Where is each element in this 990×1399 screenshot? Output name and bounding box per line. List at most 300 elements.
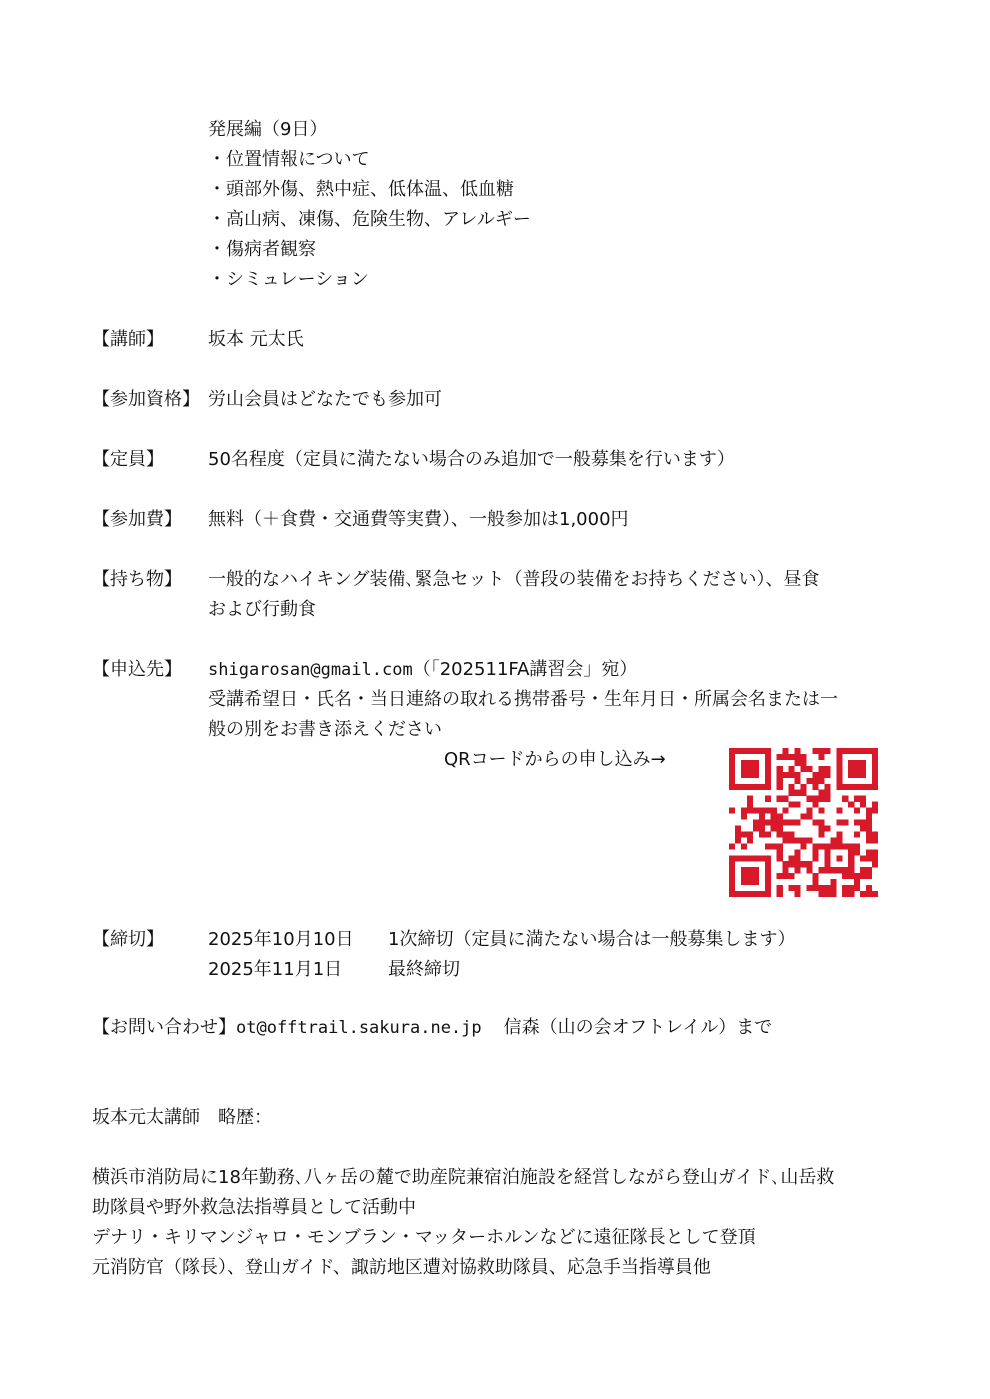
qr-module	[848, 849, 854, 855]
qr-module	[747, 873, 753, 879]
qr-module	[812, 849, 818, 855]
eligibility-value: 労山会員はどなたでも参加可	[208, 389, 442, 410]
qr-module	[783, 837, 789, 843]
qr-module	[801, 861, 807, 867]
qr-module	[729, 772, 735, 778]
qr-module	[729, 855, 735, 861]
qr-module	[854, 849, 860, 855]
qr-module	[824, 891, 830, 897]
qr-module	[783, 772, 789, 778]
qr-module	[854, 772, 860, 778]
qr-module	[836, 843, 842, 849]
qr-module	[795, 760, 801, 766]
qr-module	[765, 796, 771, 802]
qr-module	[789, 790, 795, 796]
qr-module	[812, 820, 818, 826]
qr-module	[872, 748, 878, 754]
qr-module	[860, 802, 866, 808]
qr-module	[747, 784, 753, 790]
outline-item: ・シミュレーション	[208, 269, 369, 290]
qr-module	[872, 760, 878, 766]
belongings-line1: 一般的なハイキング装備､緊急セット（普段の装備をお持ちください）、昼食	[208, 569, 820, 590]
lecturer-label: 【講師】	[92, 329, 164, 350]
qr-module	[806, 796, 812, 802]
qr-module	[795, 820, 801, 826]
qr-module	[801, 837, 807, 843]
qr-module	[806, 766, 812, 772]
qr-module	[795, 855, 801, 861]
qr-module	[866, 855, 872, 861]
qr-module	[801, 760, 807, 766]
qr-module	[747, 766, 753, 772]
qr-module	[753, 873, 759, 879]
qr-module	[777, 843, 783, 849]
qr-module	[824, 790, 830, 796]
qr-module	[741, 873, 747, 879]
qr-module	[729, 808, 735, 814]
qr-module	[759, 808, 765, 814]
qr-module	[830, 891, 836, 897]
qr-module	[866, 825, 872, 831]
qr-module	[818, 867, 824, 873]
qr-module	[789, 885, 795, 891]
qr-module	[866, 784, 872, 790]
qr-module	[842, 873, 848, 879]
qr-module	[789, 837, 795, 843]
deadline-first-desc: 1次締切（定員に満たない場合は一般募集します）	[388, 929, 796, 950]
qr-module	[729, 873, 735, 879]
qr-module	[801, 766, 807, 772]
qr-module	[759, 820, 765, 826]
qr-module	[842, 748, 848, 754]
qr-module	[747, 802, 753, 808]
qr-module	[806, 837, 812, 843]
qr-module	[806, 885, 812, 891]
qr-module	[759, 814, 765, 820]
qr-module	[735, 825, 741, 831]
qr-module	[866, 837, 872, 843]
qr-module	[806, 808, 812, 814]
qr-module	[777, 784, 783, 790]
qr-module	[729, 778, 735, 784]
qr-module	[741, 784, 747, 790]
qr-module	[759, 831, 765, 837]
qr-module	[836, 867, 842, 873]
qr-module	[818, 796, 824, 802]
qr-module	[854, 879, 860, 885]
qr-module	[848, 772, 854, 778]
qr-module	[741, 760, 747, 766]
qr-module	[729, 885, 735, 891]
qr-module	[777, 772, 783, 778]
qr-module	[753, 808, 759, 814]
qr-module	[836, 778, 842, 784]
qr-module	[783, 796, 789, 802]
qr-module	[812, 843, 818, 849]
qr-module	[824, 825, 830, 831]
qr-module	[860, 855, 866, 861]
qr-module	[747, 891, 753, 897]
qr-module	[747, 760, 753, 766]
qr-module	[753, 760, 759, 766]
qr-module	[741, 808, 747, 814]
qr-module	[848, 843, 854, 849]
qr-module	[818, 831, 824, 837]
qr-module	[747, 879, 753, 885]
qr-module	[836, 831, 842, 837]
qr-module	[824, 855, 830, 861]
qr-module	[860, 760, 866, 766]
qr-module	[729, 754, 735, 760]
eligibility-label: 【参加資格】	[92, 389, 200, 410]
qr-module	[872, 754, 878, 760]
qr-module	[795, 748, 801, 754]
qr-module	[824, 849, 830, 855]
qr-module	[866, 885, 872, 891]
qr-module	[747, 796, 753, 802]
qr-module	[854, 766, 860, 772]
bio-line: 横浜市消防局に18年勤務､八ヶ岳の麓で助産院兼宿泊施設を経営しながら登山ガイド､山岳救	[92, 1167, 835, 1188]
qr-module	[801, 814, 807, 820]
qr-module	[795, 861, 801, 867]
qr-module	[872, 861, 878, 867]
qr-module	[806, 861, 812, 867]
qr-module	[854, 885, 860, 891]
qr-module	[747, 831, 753, 837]
qr-module	[806, 867, 812, 873]
qr-module	[753, 825, 759, 831]
qr-module	[860, 867, 866, 873]
qr-module	[783, 873, 789, 879]
qr-module	[860, 748, 866, 754]
qr-module	[824, 748, 830, 754]
qr-module	[860, 784, 866, 790]
qr-module	[765, 873, 771, 879]
qr-module	[824, 796, 830, 802]
qr-module	[824, 784, 830, 790]
qr-module	[795, 802, 801, 808]
qr-module	[836, 766, 842, 772]
qr-module	[848, 766, 854, 772]
belongings-line2: および行動食	[208, 599, 316, 620]
qr-module	[860, 820, 866, 826]
fee-value: 無料（＋食費・交通費等実費）、一般参加は1,000円	[208, 509, 629, 530]
qr-module	[777, 778, 783, 784]
qr-module	[836, 748, 842, 754]
qr-module	[765, 754, 771, 760]
qr-module	[735, 748, 741, 754]
capacity-value: 50名程度（定員に満たない場合のみ追加で一般募集を行います）	[208, 449, 735, 470]
qr-module	[812, 873, 818, 879]
bio-line: デナリ・キリマンジャロ・モンブラン・マッターホルンなどに遠征隊長として登頂	[92, 1227, 756, 1248]
apply-email-note: （「202511FA講習会」宛）	[412, 659, 638, 680]
qr-label: QRコードからの申し込み→	[444, 749, 666, 770]
qr-module	[812, 778, 818, 784]
qr-module	[729, 748, 735, 754]
qr-module	[860, 825, 866, 831]
qr-module	[860, 873, 866, 879]
qr-module	[795, 867, 801, 873]
qr-module	[765, 820, 771, 826]
qr-module	[872, 772, 878, 778]
qr-module	[872, 837, 878, 843]
qr-module	[812, 748, 818, 754]
qr-module	[765, 778, 771, 784]
qr-module	[777, 796, 783, 802]
qr-module	[848, 760, 854, 766]
qr-module	[860, 766, 866, 772]
qr-module	[854, 873, 860, 879]
qr-module	[765, 855, 771, 861]
qr-module	[783, 748, 789, 754]
qr-module	[872, 831, 878, 837]
qr-module	[812, 796, 818, 802]
qr-module	[759, 891, 765, 897]
qr-module	[818, 748, 824, 754]
qr-module	[741, 766, 747, 772]
qr-module	[872, 778, 878, 784]
qr-module	[812, 855, 818, 861]
qr-module	[753, 766, 759, 772]
qr-module	[759, 855, 765, 861]
qr-module	[765, 772, 771, 778]
qr-module	[824, 867, 830, 873]
qr-module	[771, 814, 777, 820]
qr-module	[789, 820, 795, 826]
qr-module	[777, 820, 783, 826]
qr-module	[753, 772, 759, 778]
qr-module	[783, 820, 789, 826]
bio-line: 助隊員や野外救急法指導員として活動中	[92, 1197, 416, 1218]
qr-module	[765, 879, 771, 885]
qr-module	[801, 790, 807, 796]
qr-module	[848, 891, 854, 897]
belongings-label: 【持ち物】	[92, 569, 182, 590]
qr-module	[777, 754, 783, 760]
lecturer-value: 坂本 元太氏	[208, 329, 304, 350]
qr-module	[818, 790, 824, 796]
qr-module	[854, 748, 860, 754]
outline-item: ・傷病者観察	[208, 239, 316, 260]
qr-module	[806, 814, 812, 820]
qr-module	[789, 855, 795, 861]
qr-module	[818, 772, 824, 778]
qr-module	[735, 784, 741, 790]
qr-module	[795, 837, 801, 843]
qr-module	[842, 796, 848, 802]
qr-module	[872, 808, 878, 814]
qr-module	[872, 891, 878, 897]
qr-module	[771, 825, 777, 831]
qr-module	[801, 843, 807, 849]
qr-module	[836, 754, 842, 760]
contact-line	[92, 1013, 772, 1043]
deadline-first-date: 2025年10月10日	[208, 929, 354, 950]
qr-module	[866, 748, 872, 754]
qr-module	[836, 772, 842, 778]
qr-module	[795, 772, 801, 778]
qr-module	[777, 873, 783, 879]
qr-module	[765, 784, 771, 790]
qr-module	[789, 772, 795, 778]
qr-module	[836, 784, 842, 790]
qr-code-image[interactable]	[729, 748, 878, 897]
qr-module	[824, 861, 830, 867]
qr-module	[854, 784, 860, 790]
qr-module	[765, 760, 771, 766]
qr-module	[806, 778, 812, 784]
qr-module	[735, 855, 741, 861]
qr-module	[729, 879, 735, 885]
qr-module	[747, 867, 753, 873]
qr-module	[789, 784, 795, 790]
qr-module	[789, 861, 795, 867]
qr-module	[765, 843, 771, 849]
qr-module	[824, 843, 830, 849]
qr-module	[741, 748, 747, 754]
qr-module	[741, 831, 747, 837]
qr-module	[848, 885, 854, 891]
qr-module	[824, 772, 830, 778]
qr-module	[801, 754, 807, 760]
qr-module	[741, 879, 747, 885]
qr-module	[747, 837, 753, 843]
qr-module	[765, 766, 771, 772]
qr-module	[854, 760, 860, 766]
qr-module	[848, 748, 854, 754]
qr-module	[866, 867, 872, 873]
qr-module	[836, 855, 842, 861]
qr-module	[765, 808, 771, 814]
outline-item: ・高山病、凍傷、危険生物、アレルギー	[208, 209, 531, 230]
qr-module	[818, 820, 824, 826]
qr-module	[824, 885, 830, 891]
qr-module	[795, 891, 801, 897]
qr-module	[777, 766, 783, 772]
qr-module	[872, 855, 878, 861]
apply-email-link[interactable]: shigarosan@gmail.com	[208, 660, 413, 680]
bio-heading: 坂本元太講師 略歴：	[92, 1107, 272, 1128]
qr-module	[765, 885, 771, 891]
qr-module	[741, 843, 747, 849]
qr-module	[866, 808, 872, 814]
qr-module	[777, 855, 783, 861]
qr-module	[729, 843, 735, 849]
qr-module	[842, 867, 848, 873]
deadline-final-desc: 最終締切	[388, 959, 460, 980]
qr-module	[866, 820, 872, 826]
qr-module	[842, 820, 848, 826]
qr-module	[818, 754, 824, 760]
qr-module	[747, 808, 753, 814]
qr-module	[753, 891, 759, 897]
qr-module	[783, 867, 789, 873]
qr-module	[741, 814, 747, 820]
qr-module	[789, 831, 795, 837]
qr-module	[842, 891, 848, 897]
qr-module	[765, 748, 771, 754]
qr-module	[777, 891, 783, 897]
qr-module	[854, 820, 860, 826]
qr-module	[741, 772, 747, 778]
qr-module	[735, 837, 741, 843]
qr-module	[747, 748, 753, 754]
qr-module	[848, 802, 854, 808]
qr-module	[771, 843, 777, 849]
qr-module	[848, 867, 854, 873]
qr-module	[789, 754, 795, 760]
qr-module	[812, 885, 818, 891]
qr-module	[830, 879, 836, 885]
qr-module	[753, 784, 759, 790]
qr-module	[866, 831, 872, 837]
qr-module	[789, 802, 795, 808]
qr-module	[818, 825, 824, 831]
qr-module	[729, 861, 735, 867]
qr-module	[735, 831, 741, 837]
qr-module	[854, 796, 860, 802]
contact-desc: 信森（山の会オフトレイル）まで	[503, 1017, 773, 1038]
qr-module	[848, 855, 854, 861]
qr-module	[747, 855, 753, 861]
qr-module	[795, 778, 801, 784]
qr-module	[753, 867, 759, 873]
apply-line3: 般の別をお書き添えください	[208, 719, 442, 740]
qr-module	[777, 814, 783, 820]
qr-module	[795, 849, 801, 855]
qr-module	[729, 760, 735, 766]
apply-label: 【申込先】	[92, 659, 182, 680]
qr-module	[812, 879, 818, 885]
qr-module	[872, 849, 878, 855]
qr-module	[759, 748, 765, 754]
qr-module	[812, 802, 818, 808]
qr-module	[795, 790, 801, 796]
qr-module	[771, 808, 777, 814]
qr-module	[842, 885, 848, 891]
qr-module	[783, 754, 789, 760]
qr-module	[795, 754, 801, 760]
qr-module	[735, 891, 741, 897]
qr-module	[729, 784, 735, 790]
capacity-label: 【定員】	[92, 449, 164, 470]
qr-module	[801, 784, 807, 790]
qr-module	[842, 843, 848, 849]
qr-module	[830, 843, 836, 849]
qr-module	[783, 808, 789, 814]
qr-module	[818, 885, 824, 891]
qr-module	[818, 808, 824, 814]
apply-line2: 受講希望日・氏名・当日連絡の取れる携帯番号・生年月日・所属会名または一	[208, 689, 838, 710]
qr-module	[795, 885, 801, 891]
qr-module	[729, 891, 735, 897]
qr-module	[836, 760, 842, 766]
bio-line: 元消防官（隊長）、登山ガイド、諏訪地区遭対協救助隊員、応急手当指導員他	[92, 1257, 711, 1278]
qr-module	[872, 802, 878, 808]
qr-module	[741, 867, 747, 873]
qr-module	[789, 766, 795, 772]
qr-module	[866, 891, 872, 897]
qr-module	[842, 784, 848, 790]
qr-module	[729, 766, 735, 772]
qr-module	[741, 855, 747, 861]
qr-module	[848, 873, 854, 879]
qr-module	[783, 861, 789, 867]
fee-label: 【参加費】	[92, 509, 182, 530]
qr-module	[818, 778, 824, 784]
contact-email-link[interactable]: ot@offtrail.sakura.ne.jp	[236, 1018, 482, 1038]
qr-module	[765, 831, 771, 837]
